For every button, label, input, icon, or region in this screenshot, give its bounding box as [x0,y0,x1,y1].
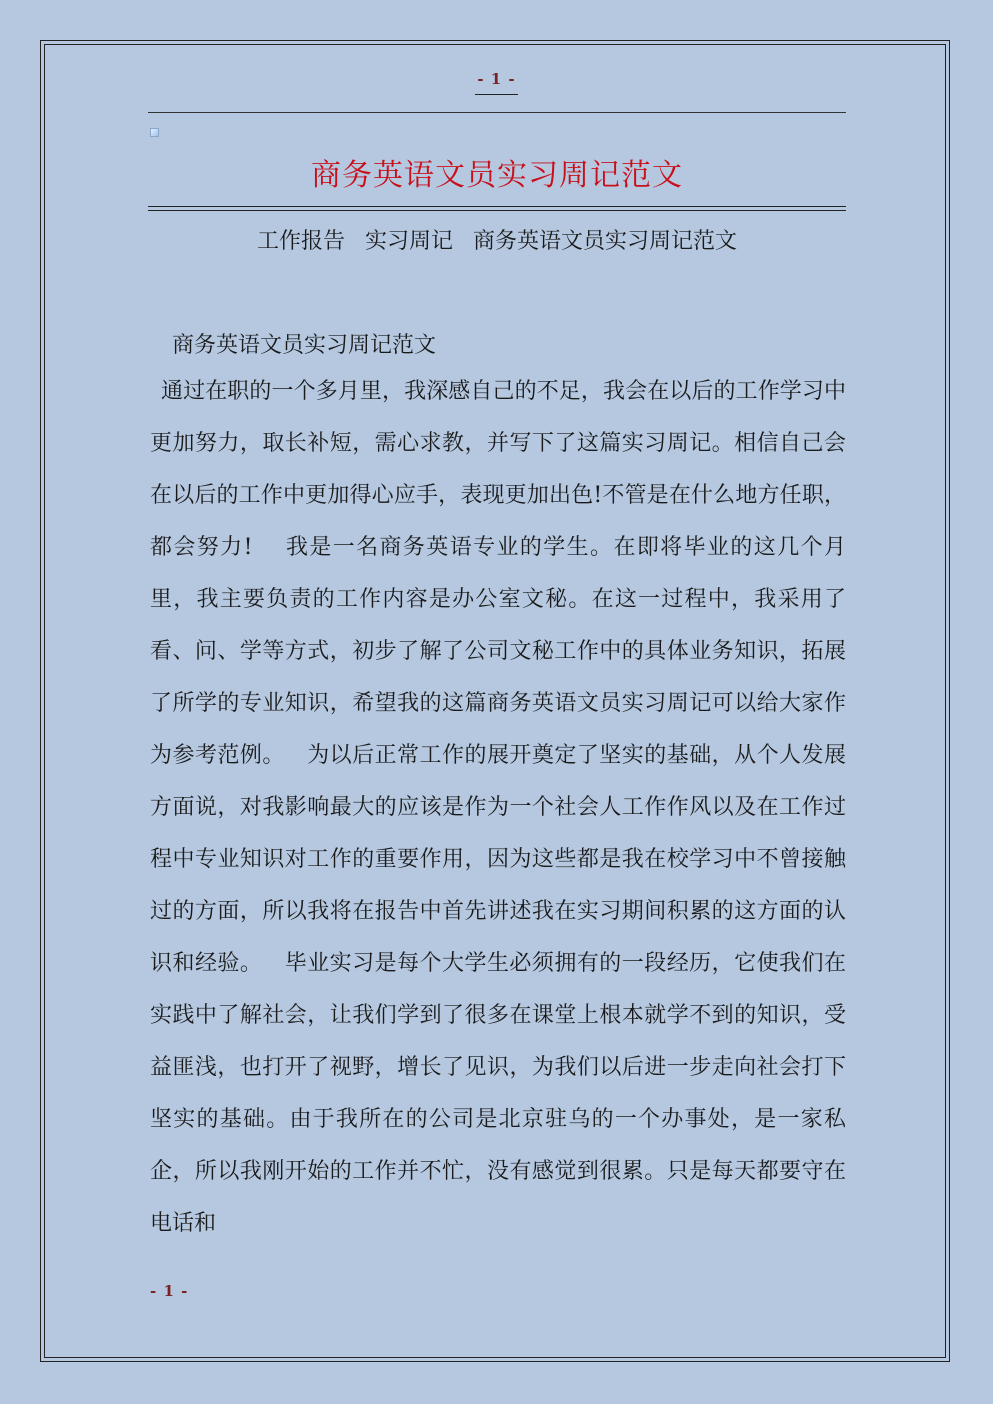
header-rule [148,112,846,113]
title-rule-lower [148,210,846,211]
document-title: 商务英语文员实习周记范文 [311,158,683,193]
title-rule-upper [148,206,846,207]
breadcrumb [148,224,846,255]
header-page-number: - 1 - [0,70,993,95]
document-icon [150,128,159,137]
breadcrumb-item-current: 商务英语文员实习周记范文 [473,229,738,254]
footer-page-number: - 1 - [150,1282,189,1300]
breadcrumb-item-weekly-journal[interactable]: 实习周记 [364,229,453,254]
document-body: 通过在职的一个多月里，我深感自己的不足，我会在以后的工作学习中更加努力，取长补短，需心求教，并写下了这篇实习周记。相信自己会在以后的工作中更加得心应手，表现更加出色!不管是在什么地方任职，都会努力! 我是一名商务英语专业的学生。在即将毕业的这几个月里，我主要负责的工作内容是办公室文秘。在这一过程中，我采用了看、问、学等方式，初步了解了公司文秘工作中的具体业务知识，拓展了所学的专业知识，希望我的这篇商务英语文员实习周记可以给大家作为参考范例。 为以后正常工作的展开奠定了坚实的基础，从个人发展方面说，对我影响最大的应该是作为一个社会人工作作风以及在工作过程中专业知识对工作的重要作用，因为这些都是我在校学习中不曾接触过的方面，所以我将在报告中首先讲述我在实习期间积累的这方面的认识和经验。 毕业实习是每个大学生必须拥有的一段经历，它使我们在实践中了解社会，让我们学到了很多在课堂上根本就学不到的知识，受益匪浅，也打开了视野，增长了见识，为我们以后进一步走向社会打下坚实的基础。由于我所在的公司是北京驻乌的一个办事处，是一家私企，所以我刚开始的工作并不忙，没有感觉到很累。只是每天都要守在电话和 [150,379,846,1236]
breadcrumb-item-work-report[interactable]: 工作报告 [256,229,345,254]
document-subtitle: 商务英语文员实习周记范文 [172,333,437,358]
